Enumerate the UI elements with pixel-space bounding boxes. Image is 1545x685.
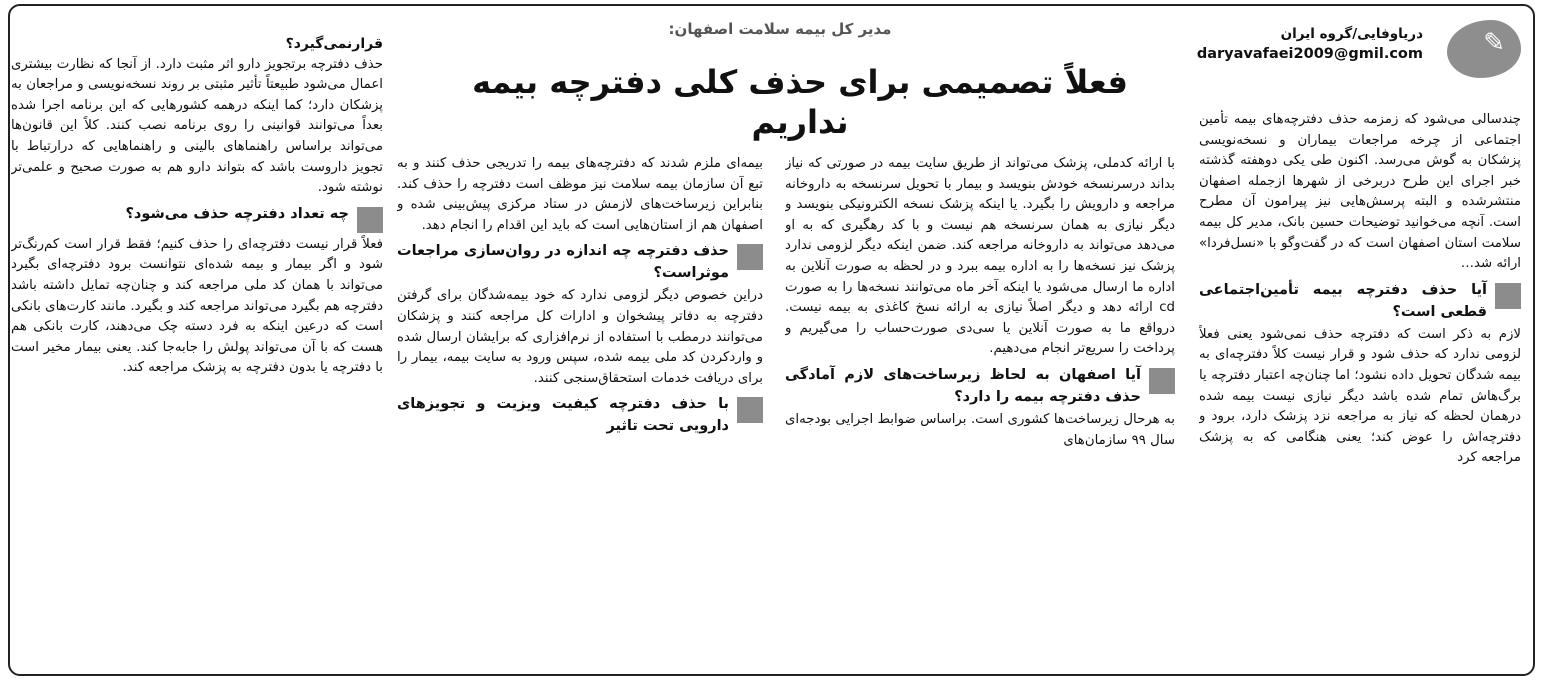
paragraph: بیمه‌ای ملزم شدند که دفترچه‌های بیمه را تدریجی حذف کنند و به تبع آن سازمان بیمه سلامت نیز موظف است دفترچه را حذف کند. بنابراین زیرساخت‌های لازمش در ستاد مرکزی پیش‌بینی شده و اصفهان هم از استان‌هایی است که باید این اقدام را انجام دهد. xyxy=(397,156,763,233)
article-frame xyxy=(8,4,1535,676)
section-heading xyxy=(1199,279,1521,323)
question-5: چه تعداد دفترچه حذف می‌شود؟ xyxy=(125,205,349,222)
section-heading xyxy=(785,364,1175,408)
answer-5: فعلاً قرار نیست دفترچه‌ای را حذف کنیم؛ فقط قرار است کم‌رنگ‌تر شود و اگر بیمار و بیمه شده‌ای نتوانست برود دفترچه‌ای بگیرد می‌تواند با همان کد ملی مراجعه کند و چنان‌چه تمایل داشته باشد دفترچه هم بگیرد می‌تواند مراجعه کند و بگیرد. مانند کارت‌های بانکی است که درعین اینکه به فرد دسته چک می‌دهند، کارت بانکی هم هست که با آن می‌تواند پولش را جابه‌جا کند. یعنی بیمار مخیر است با دفترچه یا بدون دفترچه به پزشک مراجعه کند. xyxy=(11,236,383,376)
kicker: مدیر کل بیمه سلامت اصفهان: xyxy=(668,20,892,38)
answer-4: حذف دفترچه برتجویز دارو اثر مثبت دارد. از آنجا که نظارت بیشتری اعمال می‌شود طبیعتاً تأثیر مثبتی بر روند نسخه‌نویسی و مراجعان به پزشکان دارد؛ کما اینکه درهمه کشورهایی که این برنامه اجرا شده بعداً می‌توانند قوانینی را روی برنامه نصب کنند. کلاً این قانون‌ها می‌تواند براساس راهنماهای بالینی و راهنماهایی که درارتباط با تجویز داروست باشد که بتواند دارو هم به صورت صحیح و علمی‌تر نوشته شود. xyxy=(11,56,383,196)
square-bullet-icon xyxy=(357,207,383,233)
answer-1: لازم به ذکر است که دفترچه حذف نمی‌شود یعنی فعلاً لزومی ندارد که حذف شود و قرار نیست کلاً دفترچه‌ای به بیمه شدگان تحویل داده نشود؛ اما چنان‌چه اعتبار دفترچه یا برگ‌هاش تمام شده باشد دیگر نیازی نیست بیمه شده درهمان لحظه که نیاز به مراجعه نزد پزشک دارد، برود و دفترچه‌اش را عوض کند؛ یعنی هنگامی که به پزشک مراجعه کرد xyxy=(1199,326,1521,466)
question-4: با حذف دفترچه کیفیت ویزیت و تجویزهای دارویی تحت تاثیر xyxy=(397,396,729,435)
column-1 xyxy=(1199,110,1521,670)
pen-logo-icon: ✎ xyxy=(1441,20,1521,82)
question-3: حذف دفترچه چه اندازه در روان‌سازی مراجعات موثراست؟ xyxy=(397,243,729,282)
section-heading xyxy=(11,203,383,233)
author-email: daryavafaei2009@gmil.com xyxy=(1196,46,1423,62)
headline: فعلاً تصمیمی برای حذف کلی دفترچه بیمه نداریم xyxy=(472,63,1128,141)
section-heading xyxy=(397,240,763,284)
question-2: آیا اصفهان به لحاظ زیرساخت‌های لازم آمادگی حذف دفترچه بیمه را دارد؟ xyxy=(785,366,1141,405)
column-4 xyxy=(11,34,383,674)
answer-paragraph: با ارائه کدملی، پزشک می‌تواند از طریق سایت بیمه در صورتی که نیاز بداند درسرنسخه خودش بنویسد و بیمار با تحویل سرنسخه به داروخانه مراجعه و دارویش را بگیرد. یا اینکه پزشک نسخه الکترونیکی بنویسد و دیگر نیازی به همان سرنسخه هم نیست و با کد رهگیری که به او می‌دهد می‌تواند به داروخانه مراجعه کند. ضمن اینکه دیگر لزومی ندارد پزشک نیز نسخه‌ها را به اداره بیمه ببرد و در لحظه به صورت آنلاین به اداره ما ارسال می‌شود یا اینکه آخر ماه می‌توانند نسخه‌ها را به صورت cd ارائه دهد و دیگر اصلاً نیازی به ارائه نسخ کاغذی به بیمه نیست. درواقع ما به صورت آنلاین یا سی‌دی صورت‌حساب را می‌گیریم و پرداخت را سریع‌تر انجام می‌دهیم. xyxy=(785,156,1175,357)
byline: دریاوفایی/گروه ایران xyxy=(1280,26,1423,42)
section-heading xyxy=(397,393,763,437)
answer-2: به هرحال زیرساخت‌ها کشوری است. براساس ضوابط اجرایی بودجه‌ای سال ۹۹ سازمان‌های xyxy=(785,411,1175,448)
answer-3: دراین خصوص دیگر لزومی ندارد که خود بیمه‌شدگان برای گرفتن دفترچه به دفاتر پیشخوان و ادارات کل مراجعه کنند و پزشکان می‌توانند درمطب با استفاده از نرم‌افزاری که برایشان ارسال شده و واردکردن کد ملی بیمه شده، سپس ورود به سایت بیمه، بیمار را برای دریافت خدمات استحقاق‌سنجی کنند. xyxy=(397,288,763,386)
square-bullet-icon xyxy=(737,397,763,423)
square-bullet-icon xyxy=(737,244,763,270)
column-2 xyxy=(785,154,1175,672)
column-3 xyxy=(397,154,763,672)
square-bullet-icon xyxy=(1149,368,1175,394)
square-bullet-icon xyxy=(1495,283,1521,309)
question-4-end: قرارنمی‌گیرد؟ xyxy=(285,36,383,52)
question-1: آیا حذف دفترچه بیمه تأمین‌اجتماعی قطعی است؟ xyxy=(1199,281,1487,320)
intro-paragraph: چندسالی می‌شود که زمزمه حذف دفترچه‌های بیمه تأمین اجتماعی از چرخه مراجعات بیماران و نسخه‌نویسی پزشکان به گوش می‌رسد. اکنون طی یکی دوهفته گذشته خبر اجرای این طرح دربرخی از شهرها ازجمله اصفهان منتشرشده و البته پرسش‌هایی نیز پیرامون آن مطرح است. آنچه می‌خوانید توضیحات حسین بانک، مدیر کل بیمه سلامت استان اصفهان است که در گفت‌وگو با «نسل‌فردا» ارائه شد… xyxy=(1199,112,1521,272)
